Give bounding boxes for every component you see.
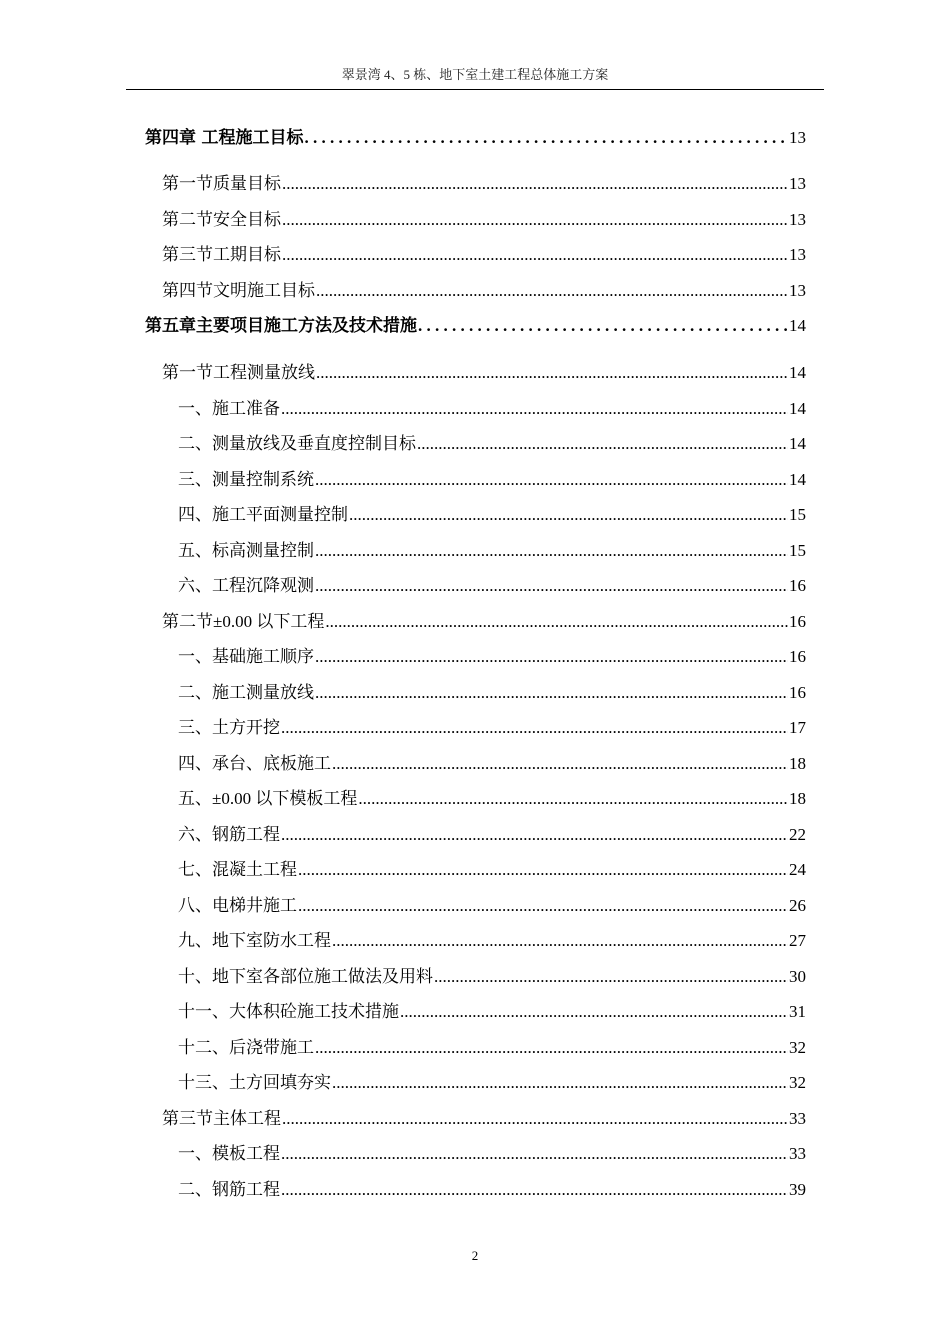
toc-item-entry[interactable] [178,820,806,845]
toc-item-entry[interactable] [178,997,806,1022]
toc-entry-title: 工期目标 [213,245,281,264]
toc-entry-title: 九、地下室防水工程 [178,931,331,950]
toc-entry-title: 一、模板工程 [178,1144,280,1163]
toc-page-number: 13 [789,210,806,229]
toc-dot-leader [282,174,788,194]
toc-page-number: 39 [789,1180,806,1199]
page-number: 2 [471,1248,479,1263]
toc-entry-title: 一、基础施工顺序 [178,647,314,666]
toc-page-number: 16 [789,612,806,631]
toc-entry-title: 十三、土方回填夯实 [178,1073,331,1092]
toc-dot-leader [282,245,788,265]
toc-page-number: 33 [789,1144,806,1163]
toc-item-entry[interactable] [178,1175,806,1200]
toc-item-entry[interactable] [178,749,806,774]
toc-page-number: 24 [789,860,806,879]
toc-entry-title: 文明施工目标 [213,281,315,300]
toc-page-number: 33 [789,1109,806,1128]
toc-item-entry[interactable] [178,394,806,419]
toc-dot-leader [400,1002,788,1022]
toc-page-number: 31 [789,1002,806,1021]
toc-section-entry[interactable] [162,358,806,383]
toc-page-number: 13 [789,174,806,193]
toc-page-number: 26 [789,896,806,915]
toc-dot-leader [332,931,788,951]
toc-section-entry[interactable] [162,1104,806,1129]
toc-item-entry[interactable] [178,500,806,525]
toc-entry-title: 十二、后浇带施工 [178,1038,314,1057]
toc-dot-leader [332,754,788,774]
toc-entry-title: 质量目标 [213,174,281,193]
toc-entry-title: 十一、大体积砼施工技术措施 [178,1002,399,1021]
toc-entry-title: 主要项目施工方法及技术措施 [196,316,417,335]
toc-entry-title: 七、混凝土工程 [178,860,297,879]
toc-item-entry[interactable] [178,855,806,880]
toc-section-entry[interactable] [162,240,806,265]
toc-entry-title: 四、承台、底板施工 [178,754,331,773]
toc-page-number: 22 [789,825,806,844]
toc-page-number: 15 [789,505,806,524]
toc-section-entry[interactable] [162,607,806,632]
toc-dot-leader [316,363,788,383]
toc-entry-title: 二、施工测量放线 [178,683,314,702]
toc-section-entry[interactable] [162,276,806,301]
toc-entry-number: 第五章 [145,316,196,335]
toc-dot-leader [315,1038,788,1058]
toc-page-number: 14 [789,470,806,489]
toc-item-entry[interactable] [178,536,806,561]
toc-page-number: 14 [789,399,806,418]
toc-entry-title: 四、施工平面测量控制 [178,505,348,524]
toc-dot-leader [325,612,788,632]
toc-entry-title: 主体工程 [213,1109,281,1128]
toc-dot-leader [417,434,788,454]
toc-section-entry[interactable] [162,205,806,230]
toc-dot-leader [418,316,788,336]
toc-entry-number: 第四节 [162,281,213,300]
toc-item-entry[interactable] [178,465,806,490]
toc-item-entry[interactable] [178,642,806,667]
toc-entry-title: 十、地下室各部位施工做法及用料 [178,967,433,986]
toc-dot-leader [298,860,788,880]
toc-page-number: 18 [789,754,806,773]
toc-entry-title: 工程施工目标 [201,128,304,147]
toc-dot-leader [315,470,788,490]
toc-chapter-entry[interactable] [145,311,806,336]
toc-dot-leader [281,1180,788,1200]
toc-dot-leader [282,1109,788,1129]
toc-page-number: 15 [789,541,806,560]
toc-page-number: 32 [789,1038,806,1057]
toc-dot-leader [315,541,788,561]
toc-entry-number: 第三节 [162,245,213,264]
toc-page-number: 27 [789,931,806,950]
toc-page-number: 13 [789,245,806,264]
toc-page-number: 30 [789,967,806,986]
toc-section-entry[interactable] [162,169,806,194]
toc-entry-title: 三、土方开挖 [178,718,280,737]
toc-entry-title: 一、施工准备 [178,399,280,418]
toc-page-number: 18 [789,789,806,808]
header-rule [126,89,824,90]
toc-entry-title: 三、测量控制系统 [178,470,314,489]
toc-entry-title: ±0.00 以下工程 [213,612,325,631]
toc-item-entry[interactable] [178,1139,806,1164]
toc-item-entry[interactable] [178,926,806,951]
toc-dot-leader [315,683,788,703]
toc-entry-title: 安全目标 [213,210,281,229]
toc-item-entry[interactable] [178,713,806,738]
toc-dot-leader [349,505,788,525]
toc-entry-number: 第三节 [162,1109,213,1128]
toc-entry-number: 第一节 [162,363,213,382]
toc-page-number: 16 [789,647,806,666]
toc-entry-title: 八、电梯井施工 [178,896,297,915]
toc-dot-leader [316,281,788,301]
running-header: 翠景湾 4、5 栋、地下室土建工程总体施工方案 [341,67,609,82]
toc-item-entry[interactable] [178,429,806,454]
toc-page-number: 14 [789,363,806,382]
toc-dot-leader [434,967,788,987]
toc-entry-title: 六、钢筋工程 [178,825,280,844]
toc-page-number: 17 [789,718,806,737]
toc-entry-number: 第四章 [145,128,196,147]
toc-dot-leader [332,1073,788,1093]
toc-item-entry[interactable] [178,962,806,987]
toc-entry-title: 二、钢筋工程 [178,1180,280,1199]
toc-entry-title: 二、测量放线及垂直度控制目标 [178,434,416,453]
toc-page-number: 14 [789,316,806,335]
toc-entry-number: 第一节 [162,174,213,193]
toc-dot-leader [282,210,788,230]
toc-page-number: 13 [789,128,806,147]
toc-chapter-entry[interactable] [145,123,806,148]
toc-entry-title: 五、±0.00 以下模板工程 [178,789,358,808]
toc-dot-leader [298,896,788,916]
toc-dot-leader [305,128,788,148]
toc-dot-leader [281,825,788,845]
toc-dot-leader [281,399,788,419]
toc-entry-title: 工程测量放线 [213,363,315,382]
toc-dot-leader [358,789,788,809]
toc-page-number: 13 [789,281,806,300]
toc-dot-leader [281,1144,788,1164]
toc-item-entry[interactable] [178,1033,806,1058]
toc-item-entry[interactable] [178,571,806,596]
toc-page-number: 14 [789,434,806,453]
toc-item-entry[interactable] [178,1068,806,1093]
toc-entry-title: 五、标高测量控制 [178,541,314,560]
toc-dot-leader [281,718,788,738]
toc-page-number: 16 [789,683,806,702]
toc-page-number: 32 [789,1073,806,1092]
toc-dot-leader [315,576,788,596]
toc-entry-title: 六、工程沉降观测 [178,576,314,595]
toc-entry-number: 第二节 [162,612,213,631]
toc-page-number: 16 [789,576,806,595]
toc-item-entry[interactable] [178,891,806,916]
toc-item-entry[interactable] [178,784,806,809]
toc-item-entry[interactable] [178,678,806,703]
toc-dot-leader [315,647,788,667]
toc-entry-number: 第二节 [162,210,213,229]
